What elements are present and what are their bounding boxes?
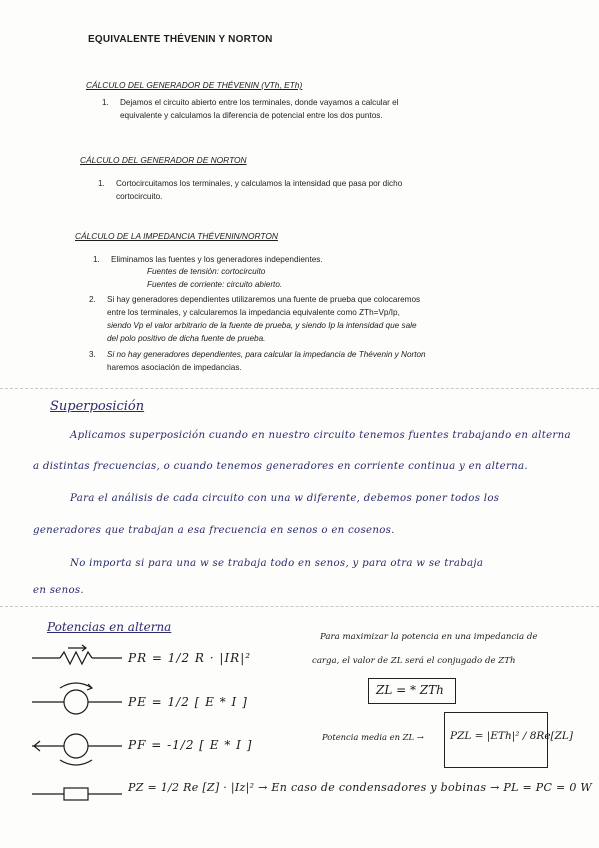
step-text-line: siendo Vp el valor arbitrario de la fuente de prueba, y siendo Ip la intensidad que sale	[107, 321, 417, 330]
superposition-line: a distintas frecuencias, o cuando tenemos generadores en corriente continua y en alterna.	[33, 461, 528, 472]
mean-power-label: Potencia media en ZL →	[322, 732, 424, 742]
impedance-step-1	[93, 253, 573, 266]
step-text-line: equivalente y calculamos la diferencia de potencial entre los dos puntos.	[120, 111, 383, 120]
page-title: EQUIVALENTE THÉVENIN Y NORTON	[88, 34, 273, 45]
resistor-icon	[32, 645, 122, 664]
step-text-line: Cortocircuitamos los terminales, y calculamos la intensidad que pasa por dicho	[116, 179, 403, 188]
max-power-note: carga, el valor de ZL será el conjugado de ZTh	[312, 656, 516, 666]
superposition-line: Para el análisis de cada circuito con una w diferente, debemos poner todos los	[70, 493, 500, 504]
circuit-symbols-icon	[30, 644, 130, 824]
impedance-power-formula: PZ = 1/2 Re [Z] · |Iz|² → En caso de condensadores y bobinas → PL = PC = 0 W	[128, 781, 593, 794]
impedance-heading: CÁLCULO DE LA IMPEDANCIA THÉVENIN/NORTON	[75, 231, 278, 241]
step-text-line: Si no hay generadores dependientes, para calcular la impedancia de Thévenin y Norton	[107, 350, 426, 359]
zl-formula: ZL = * ZTh	[376, 683, 444, 697]
superposition-line: Aplicamos superposición cuando en nuestro circuito tenemos fuentes trabajando en alterna	[70, 430, 571, 441]
step-number: 1.	[93, 255, 100, 264]
max-power-note: Para maximizar la potencia en una impedancia de	[320, 632, 538, 642]
superposition-line: en senos.	[33, 585, 84, 596]
thevenin-generator-heading: CÁLCULO DEL GENERADOR DE THÉVENIN (VTh, ETh)	[86, 80, 303, 90]
step-text-line: Si hay generadores dependientes utilizaremos una fuente de prueba que colocaremos	[107, 295, 421, 304]
pzl-formula: PZL = |ETh|² / 8Re[ZL]	[450, 730, 573, 742]
step-number: 1.	[102, 98, 109, 107]
voltage-source-icon	[32, 683, 122, 714]
resistor-power-formula: PR = 1/2 R · |IR|²	[128, 651, 252, 665]
section-divider	[0, 388, 599, 389]
power-heading: Potencias en alterna	[47, 620, 172, 634]
source-power-formula: PE = 1/2 [ E * I ]	[128, 695, 248, 709]
negative-source-power-formula: PF = -1/2 [ E * I ]	[128, 738, 253, 752]
norton-generator-heading: CÁLCULO DEL GENERADOR DE NORTON	[80, 155, 247, 165]
impedance-icon	[32, 788, 122, 800]
section-divider	[0, 606, 599, 607]
step-number: 3.	[89, 350, 96, 359]
superposition-line: generadores que trabajan a esa frecuencia en senos o en cosenos.	[33, 525, 395, 536]
step-number: 1.	[98, 179, 105, 188]
step-text-line: Eliminamos las fuentes y los generadores independientes.	[111, 255, 323, 264]
impedance-step-3	[89, 348, 589, 376]
impedance-step-2	[89, 293, 589, 346]
step-number: 2.	[89, 295, 96, 304]
voltage-source-rule: Fuentes de tensión: cortocircuito	[147, 267, 266, 276]
superposition-line: No importa si para una w se trabaja todo en senos, y para otra w se trabaja	[70, 558, 484, 569]
step-text-line: entre los terminales, y calcularemos la impedancia equivalente como ZTh=Vp/Ip,	[107, 308, 400, 317]
dependent-source-icon	[32, 734, 122, 765]
norton-step-1	[98, 177, 578, 207]
step-text-line: Dejamos el circuito abierto entre los terminales, donde vayamos a calcular el	[120, 98, 399, 107]
step-text-line: haremos asociación de impedancias.	[107, 363, 242, 372]
superposition-heading: Superposición	[50, 399, 145, 414]
current-source-rule: Fuentes de corriente: circuito abierto.	[147, 280, 283, 289]
step-text-line: cortocircuito.	[116, 192, 163, 201]
thevenin-step-1	[102, 96, 582, 126]
step-text-line: del polo positivo de dicha fuente de prueba.	[107, 334, 266, 343]
